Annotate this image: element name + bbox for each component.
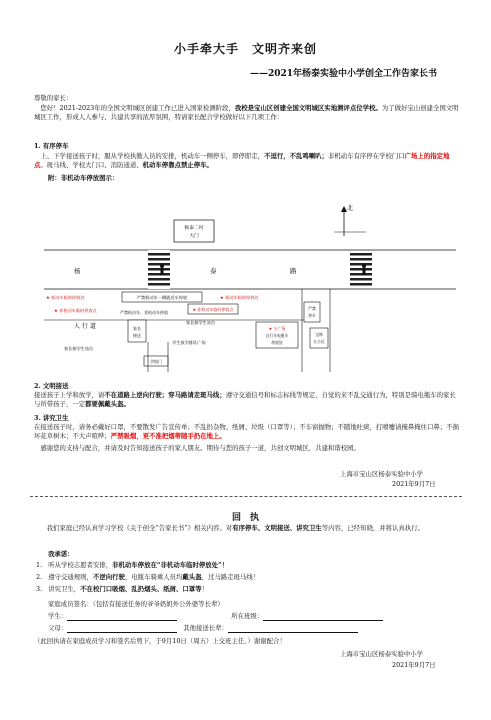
section3-heading: 3. 讲究卫生 bbox=[34, 414, 69, 422]
parent-name-field[interactable] bbox=[67, 624, 177, 633]
receipt-sign-date: 2021年9月7日 bbox=[392, 661, 436, 669]
section3-text: 在接送孩子时，请务必戴好口罩，不要散发广告宣传单；不乱扔杂物、纸屑、垃圾（口罩等）；不车窗抛物；不随地吐痰，打喷嚏请掩鼻掩住口鼻；不损坏花草树木；不大声喧哗； bbox=[34, 423, 459, 441]
receipt-title: 回 执 bbox=[231, 513, 259, 523]
section1-heading: 1. 有序停车 bbox=[34, 142, 69, 150]
east-road-label-1: 宝林 bbox=[315, 332, 323, 337]
promise-item-2 bbox=[36, 573, 456, 582]
square-label: 学生放学排队广场 bbox=[172, 340, 206, 345]
section2-bold-2: 都要佩戴头盔。 bbox=[85, 400, 130, 409]
section2-paragraph bbox=[34, 391, 462, 409]
map-road-label-left: 杨 bbox=[74, 267, 81, 275]
ebike-left-label: 严禁机动车、非机动车停放 bbox=[120, 310, 168, 315]
receipt-bold: 有序停车、文明接送、讲究卫生 bbox=[232, 524, 322, 532]
small-gate-vertical-1: 家长 bbox=[133, 326, 141, 331]
section3-red-text: 严禁吸烟，更不准把烟蒂随手扔在地上。 bbox=[110, 432, 226, 441]
map-note: 附：非机动车停放图示： bbox=[48, 174, 119, 182]
section2-text-1: 接送孩子上学和放学，请 bbox=[34, 391, 105, 399]
promise-3-text-a: 讲究卫生， bbox=[48, 585, 81, 593]
parking-strip-a-label: 严禁机动车一侧就近车停放 bbox=[136, 295, 188, 300]
section2-bold-1: 不在道路上逆向行驶；穿马路请走斑马线； bbox=[104, 391, 226, 399]
receipt-footnote: （此回执请在家庭成员学习和签名后剪下，于9月10日（周五）上交班主任。）谢谢配合！ bbox=[34, 637, 286, 645]
promise-2-text-c: ，电瓶车骑乘人员均 bbox=[124, 573, 183, 581]
section2-heading: 2. 文明接送 bbox=[34, 382, 69, 390]
no-parking-label-2: 停车 bbox=[308, 313, 316, 318]
receipt-sign-school: 上海市宝山区杨泰实验中小学 bbox=[340, 650, 424, 658]
cut-line bbox=[30, 496, 462, 497]
section1-text-3: 。斑马线、学校大门口、消防通道、 bbox=[40, 161, 143, 170]
closing-paragraph: 感谢您的支持与配合，并请及时告知接送孩子的家人朋友。期待与您的孩子一道，共创文明城区，共建和谐校园。 bbox=[34, 444, 360, 452]
notice-sign-school: 上海市宝山区杨泰实验中小学 bbox=[340, 470, 424, 478]
map-road-label-mid: 泰 bbox=[210, 267, 217, 275]
gate-small-label: 学校门 bbox=[150, 359, 162, 364]
map-road-label-right: 路 bbox=[290, 267, 297, 275]
plaza-label-3: 停放处 bbox=[271, 340, 283, 345]
other-guardian-label: 其他接送长辈： bbox=[183, 624, 228, 632]
no-parking-label-1: 严禁 bbox=[308, 306, 316, 311]
small-gate-vertical-2: 接送 bbox=[133, 333, 141, 338]
receipt-paragraph bbox=[34, 524, 462, 533]
promise-2-text-a: 遵守交通规则， bbox=[48, 573, 93, 581]
promise-2-text-e: ，过马路走斑马线！ bbox=[201, 573, 260, 581]
pavement-text: 人 行 道 bbox=[74, 323, 96, 330]
notice-title: 小手牵大手 文明齐来创 bbox=[173, 42, 317, 56]
salutation: 尊敬的家长： bbox=[34, 94, 73, 102]
student-name-field[interactable] bbox=[67, 612, 177, 621]
receipt-text-b: 等内容，已经知晓，并将认真执行。 bbox=[321, 524, 424, 532]
pickup-mid-label: 家长接学生站位 bbox=[186, 320, 216, 325]
small-gate-box bbox=[128, 320, 146, 342]
promise-2-text-b: 不逆向行驶 bbox=[92, 573, 125, 581]
intro-text-2: 为了做好宝山创建全国文明城区工作，形成人人参与、共建共享的浓厚氛围，特请家长配合学校做好以下几项工作： bbox=[34, 104, 459, 122]
class-label: 所在班级： bbox=[231, 612, 264, 620]
promise-num-3: 3. bbox=[36, 585, 43, 593]
section3-paragraph bbox=[34, 423, 462, 441]
student-row bbox=[48, 612, 458, 621]
section1-text-2: 非机动车有序停在学校门口 bbox=[327, 152, 405, 160]
receipt-text-a: 我们家庭已经认真学习学校《关于创全“告家长书”》相关内容。对 bbox=[34, 524, 233, 532]
motor-stop-left: ★ 机动车临时停放处 bbox=[46, 295, 85, 300]
section1-red-text: 广场上的指定地点 bbox=[34, 152, 450, 170]
top-gate-label-2: 大门 bbox=[189, 234, 199, 239]
promise-num-2: 2. bbox=[36, 573, 43, 581]
student-label: 学生： bbox=[48, 612, 68, 620]
promise-label: 我承诺： bbox=[48, 550, 74, 558]
plaza-label-1: ★ 小广场 bbox=[268, 326, 286, 331]
section1-text-1: 上、下学接送孩子时，服从学校执勤人员的安排，机动车一侧停车，即停即走， bbox=[34, 152, 265, 160]
promise-1-text-a: 听从学校志愿者安排， bbox=[48, 561, 113, 569]
promise-3-text-c: ！ bbox=[201, 585, 208, 593]
nonmotor-area-label: ★ 非机动车临时停放点 bbox=[192, 307, 234, 312]
motor-stop-right: ★ 机动车临时停放处 bbox=[220, 295, 259, 300]
notice-sign-date: 2021年9月7日 bbox=[392, 480, 436, 488]
sign-label: 家庭成员签名：（包括有接送任务的爷爷奶奶外公外婆等长辈） bbox=[48, 600, 224, 608]
top-gate-label-1: 杨泰二村 bbox=[184, 226, 204, 231]
zebra-crossing-left bbox=[148, 250, 170, 289]
section1-bold-1: 不逗行，不乱鸣喇叭； bbox=[264, 152, 328, 160]
section1-paragraph bbox=[34, 152, 462, 170]
section1-bold-2: 机动车停靠点禁止停车。 bbox=[142, 161, 213, 170]
promise-num-1: 1. bbox=[36, 561, 43, 569]
parent-row bbox=[48, 624, 458, 633]
promise-3-text-b: 不在校门口吸烟、乱扔烟头、纸屑、口罩等 bbox=[80, 585, 202, 593]
plaza-label-2: 自行车电瓶车 bbox=[265, 333, 289, 338]
zebra-crossing-right bbox=[350, 253, 372, 286]
pedestrian-icon bbox=[160, 264, 366, 275]
intro-paragraph bbox=[34, 104, 462, 122]
nonmotor-left: ★ 非机动车临时停放点 bbox=[54, 308, 97, 313]
parking-map bbox=[44, 196, 456, 372]
north-arrow-icon bbox=[334, 204, 366, 236]
east-road-box bbox=[310, 328, 328, 348]
pickup-left-label: 家长接学生站位 bbox=[64, 346, 94, 351]
notice-subtitle: ——2021年杨泰实验中小学创全工作告家长书 bbox=[250, 69, 438, 79]
no-parking-box bbox=[304, 302, 320, 322]
north-label: 北 bbox=[347, 205, 354, 212]
promise-2-text-d: 戴头盔 bbox=[182, 573, 202, 581]
intro-text-1: 您好！2021-2023年的全国文明城区创建工作已进入国家检测阶段， bbox=[34, 104, 235, 112]
east-road-label-2: 五小区 bbox=[313, 339, 325, 344]
promise-item-1 bbox=[36, 561, 456, 570]
intro-bold: 我校是宝山区创建全国文明城区实地测评点位学校。 bbox=[234, 104, 382, 112]
promise-item-3 bbox=[36, 585, 456, 594]
parent-label: 父母： bbox=[48, 624, 68, 632]
other-guardian-field[interactable] bbox=[228, 624, 358, 633]
section2-text-2: 遵守交通信号和标志标线等规定，自觉的来不乱交通行为，特别是骑电瓶车的家长与所带孩子，一定 bbox=[34, 391, 456, 409]
class-field[interactable] bbox=[263, 612, 383, 621]
promise-1-text-b: 非机动车停放在“非机动车临时停放处”！ bbox=[112, 561, 229, 569]
